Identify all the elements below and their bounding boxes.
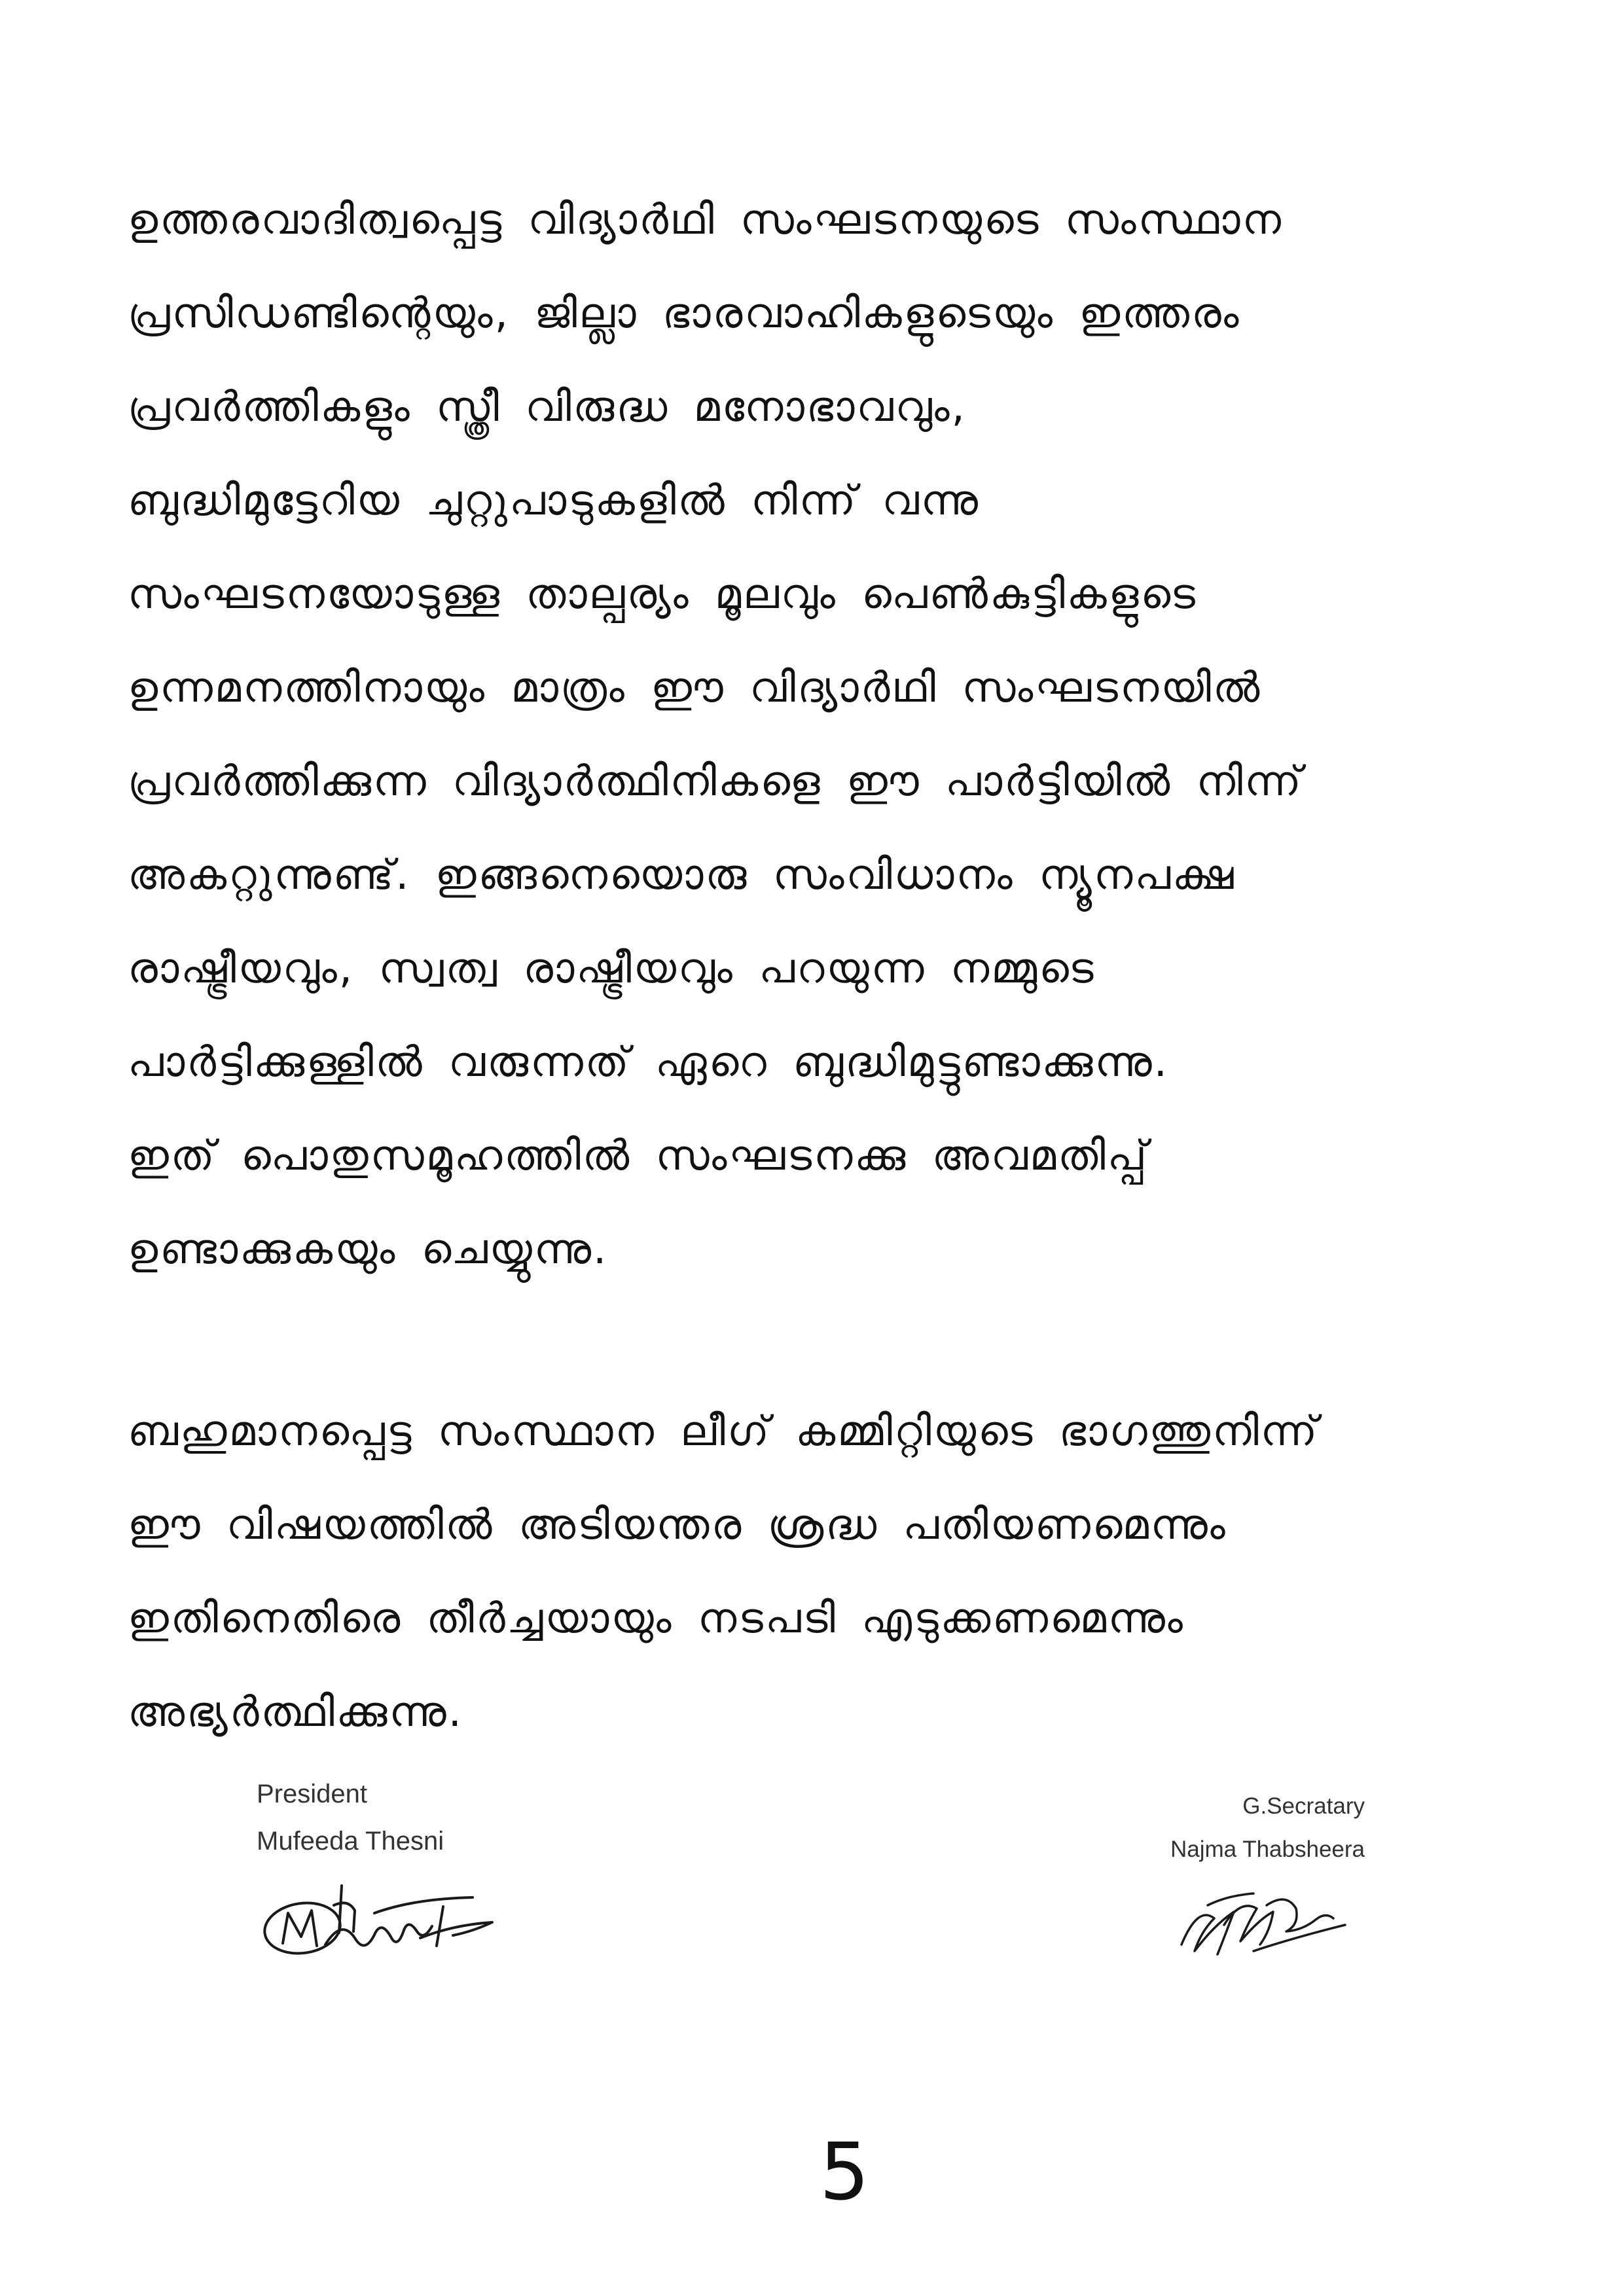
text-line: ഉണ്ടാക്കുകയും ചെയ്യുന്നു.: [128, 1225, 609, 1274]
signatory-role: G.Secratary: [1242, 1793, 1365, 1819]
text-line: ബഹുമാനപ്പെട്ട സംസ്ഥാന ലീഗ് കമ്മിറ്റിയുടെ ഭാഗത്തുനിന്ന്: [128, 1407, 1320, 1456]
letter-body: [128, 173, 1522, 1759]
text-line: അഭ്യർത്ഥിക്കുന്നു.: [128, 1688, 464, 1736]
text-line: സംഘടനയോടുള്ള താല്പര്യം മൂലവും പെൺകുട്ടികളുടെ: [128, 570, 1197, 619]
signatory-role: President: [257, 1780, 367, 1808]
page-number: 5: [819, 2127, 870, 2218]
text-line: ഉത്തരവാദിത്വപ്പെട്ട വിദ്യാർഥി സംഘടനയുടെ സംസ്ഥാന: [128, 196, 1283, 244]
text-line: ഇത് പൊതുസമൂഹത്തിൽ സംഘടനക്കു അവമതിപ്പ്: [128, 1132, 1149, 1180]
text-line: പ്രവർത്തിക്കുന്ന വിദ്യാർത്ഥിനികളെ ഈ പാർട്ടിയിൽ നിന്ന്: [128, 757, 1303, 806]
text-line: പ്രവർത്തികളും സ്ത്രീ വിരുദ്ധ മനോഭാവവും,: [128, 383, 967, 431]
secretary-signature-block: [1103, 1785, 1365, 1964]
secretary-signature: [1162, 1879, 1358, 1964]
text-line: ഉന്നമനത്തിനായും മാത്രം ഈ വിദ്യാർഥി സംഘടനയിൽ: [128, 664, 1262, 712]
text-line: അകറ്റുന്നുണ്ട്. ഇങ്ങനെയൊരു സംവിധാനം ന്യൂനപക്ഷ: [128, 851, 1236, 899]
text-line: ഈ വിഷയത്തിൽ അടിയന്തര ശ്രദ്ധ പതിയണമെന്നും: [128, 1501, 1227, 1549]
text-line: രാഷ്ട്രീയവും, സ്വത്വ രാഷ്ട്രീയവും പറയുന്ന നമ്മുടെ: [128, 944, 1096, 993]
president-signature: [257, 1873, 518, 1971]
text-line: പ്രസിഡണ്ടിന്റെയും, ജില്ലാ ഭാരവാഹികളുടെയും ഇത്തരം: [128, 289, 1241, 338]
text-line: ബുദ്ധിമുട്ടേറിയ ചുറ്റുപാടുകളിൽ നിന്ന് വന്നു: [128, 476, 980, 525]
text-line: ഇതിനെതിരെ തീർച്ചയായും നടപടി എടുക്കണമെന്നും: [128, 1594, 1185, 1643]
paragraph-1: [128, 173, 1522, 1297]
text-line: പാർട്ടിക്കുള്ളിൽ വരുന്നത് ഏറെ ബുദ്ധിമുട്ടുണ്ടാക്കുന്നു.: [128, 1038, 1170, 1086]
signatory-name: Najma Thabsheera: [1170, 1837, 1365, 1862]
signatory-name: Mufeeda Thesni: [257, 1827, 444, 1856]
paragraph-2: [128, 1385, 1522, 1759]
president-signature-block: [257, 1770, 584, 1971]
